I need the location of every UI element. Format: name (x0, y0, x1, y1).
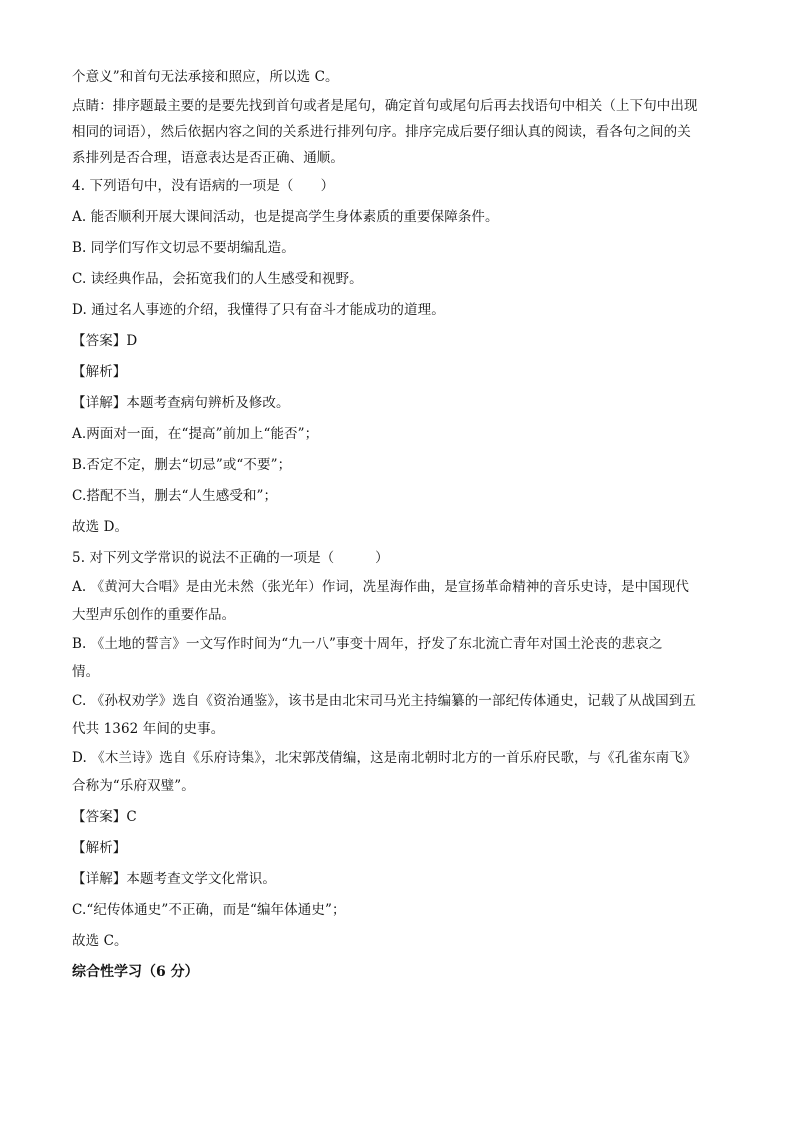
question-5-detail-c: C.“纪传体通史”不正确，而是“编年体通史”； (72, 902, 346, 918)
question-5-option-c: C. 《孙权劝学》选自《资治通鉴》，该书是由北宋司马光主持编纂的一部纪传体通史，记载了从战国到五 (72, 693, 696, 709)
text-line: 相同的词语），然后依据内容之间的关系进行排列句序。排序完成后要仔细认真的阅读，看各句之间的关 (72, 124, 691, 140)
question-5-stem: 5. 对下列文学常识的说法不正确的一项是（ ） (72, 550, 389, 566)
question-5-option-d: D. 《木兰诗》选自《乐府诗集》，北宋郭茂倩编，这是南北朝时北方的一首乐府民歌，与《孔雀东南飞》 (72, 750, 697, 766)
question-4-answer: 【答案】D (72, 333, 138, 349)
question-5-option-a-cont: 大型声乐创作的重要作品。 (72, 607, 236, 623)
text-line: 系排列是否合理，语意表达是否正确、通顺。 (72, 150, 344, 166)
question-4-option-c: C. 读经典作品，会拓宽我们的人生感受和视野。 (72, 271, 363, 287)
question-5-answer: 【答案】C (72, 809, 137, 825)
question-5-option-a: A. 《黄河大合唱》是由光未然（张光年）作词，冼星海作曲，是宣扬革命精神的音乐史诗，是中国现代 (72, 579, 690, 595)
question-4-option-d: D. 通过名人事迹的介绍，我懂得了只有奋斗才能成功的道理。 (72, 302, 445, 318)
question-4-detail-a: A.两面对一面，在“提高”前加上“能否”； (72, 426, 319, 442)
question-4-stem: 4. 下列语句中，没有语病的一项是（ ） (72, 178, 335, 194)
question-5-conclusion: 故选 C。 (72, 933, 128, 949)
question-4-detail-b: B.否定不定，删去“切忌”或“不要”； (72, 457, 292, 473)
question-4-detail-c: C.搭配不当，删去“人生感受和”； (72, 488, 278, 504)
question-4-option-a: A. 能否顺利开展大课间活动，也是提高学生身体素质的重要保障条件。 (72, 209, 499, 225)
section-heading: 综合性学习（6 分） (72, 964, 199, 980)
question-5-option-b-cont: 情。 (72, 664, 100, 680)
question-4-detail: 【详解】本题考查病句辨析及修改。 (72, 395, 290, 411)
question-5-option-d-cont: 合称为“乐府双璧”。 (72, 778, 195, 794)
question-4-conclusion: 故选 D。 (72, 519, 129, 535)
question-4-analysis-label: 【解析】 (72, 364, 127, 380)
question-5-analysis-label: 【解析】 (72, 840, 127, 856)
question-5-option-b: B. 《土地的誓言》一文写作时间为“九一八”事变十周年，抒发了东北流亡青年对国土沦丧的悲哀之 (72, 636, 663, 652)
text-line: 点睛：排序题最主要的是要先找到首句或者是尾句，确定首句或尾句后再去找语句中相关（上下句中出现 (72, 98, 698, 114)
question-5-detail: 【详解】本题考查文学文化常识。 (72, 871, 276, 887)
question-5-option-c-cont: 代共 1362 年间的史事。 (72, 721, 225, 737)
question-4-option-b: B. 同学们写作文切忌不要胡编乱造。 (72, 240, 295, 256)
text-line: 个意义”和首句无法承接和照应，所以选 C。 (72, 69, 339, 85)
